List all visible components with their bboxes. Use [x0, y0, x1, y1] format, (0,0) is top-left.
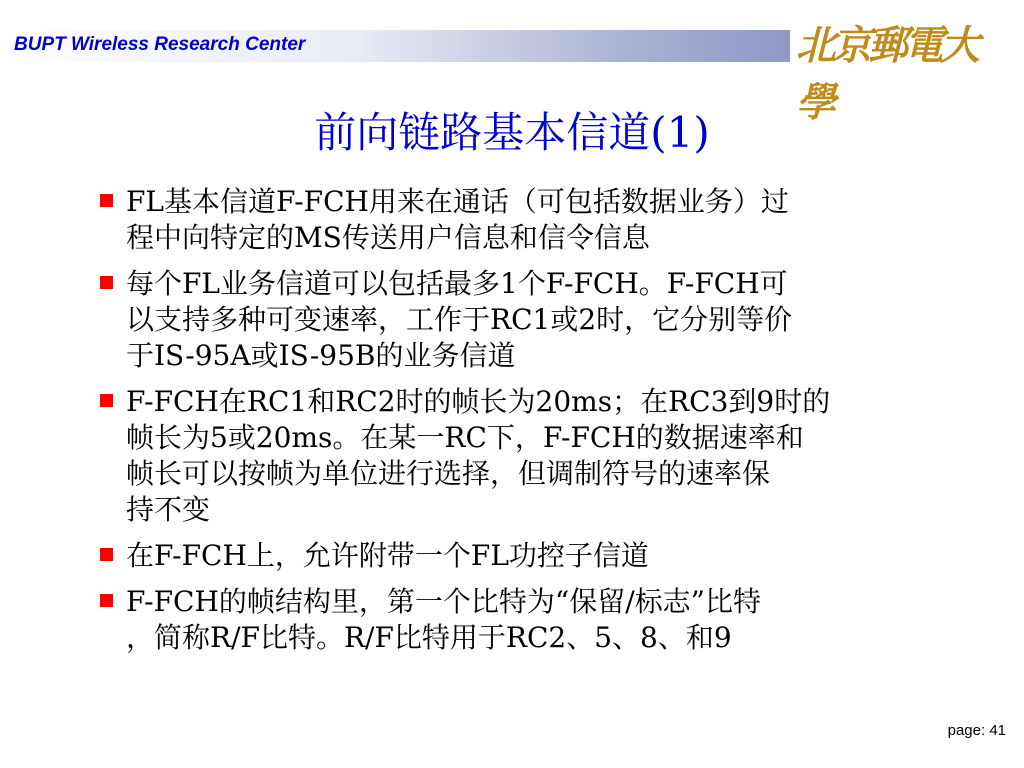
- bullet-line: F-FCH的帧结构里，第一个比特为“保留/标志”比特: [126, 585, 761, 618]
- bullet-line: 帧长可以按帧为单位进行选择，但调制符号的速率保: [126, 457, 771, 490]
- bullet-line: 程中向特定的MS传送用户信息和信令信息: [126, 221, 650, 254]
- bullet-item: [96, 538, 936, 574]
- center-name: BUPT Wireless Research Center: [14, 34, 306, 55]
- bullet-line: F-FCH在RC1和RC2时的帧长为20ms；在RC3到9时的: [126, 385, 831, 418]
- bullet-item: [96, 266, 936, 374]
- bullet-list: [96, 184, 936, 666]
- bullet-square-icon: [100, 394, 113, 407]
- slide-title: 前向链路基本信道(1): [314, 108, 710, 157]
- bullet-square-icon: [100, 594, 113, 607]
- bullet-square-icon: [100, 194, 113, 207]
- bullet-line: 以支持多种可变速率，工作于RC1或2时，它分别等价: [126, 303, 793, 336]
- university-logo: [796, 14, 992, 126]
- bullet-item: [96, 184, 936, 256]
- bullet-item: [96, 584, 936, 656]
- bullet-line: ，简称R/F比特。R/F比特用于RC2、5、8、和9: [126, 621, 732, 654]
- bullet-line: FL基本信道F-FCH用来在通话（可包括数据业务）过: [126, 185, 789, 218]
- page-number: page: 41: [947, 722, 1006, 739]
- bullet-line: 于IS-95A或IS-95B的业务信道: [126, 339, 516, 372]
- bullet-square-icon: [100, 548, 113, 561]
- university-logo-text: 北京郵電大學: [796, 22, 976, 126]
- bullet-line: 在F-FCH上，允许附带一个FL功控子信道: [126, 539, 649, 572]
- bullet-item: [96, 384, 936, 528]
- bullet-line: 帧长为5或20ms。在某一RC下，F-FCH的数据速率和: [126, 421, 804, 454]
- bullet-line: 每个FL业务信道可以包括最多1个F-FCH。F-FCH可: [126, 267, 788, 300]
- bullet-line: 持不变: [126, 493, 211, 526]
- bullet-square-icon: [100, 276, 113, 289]
